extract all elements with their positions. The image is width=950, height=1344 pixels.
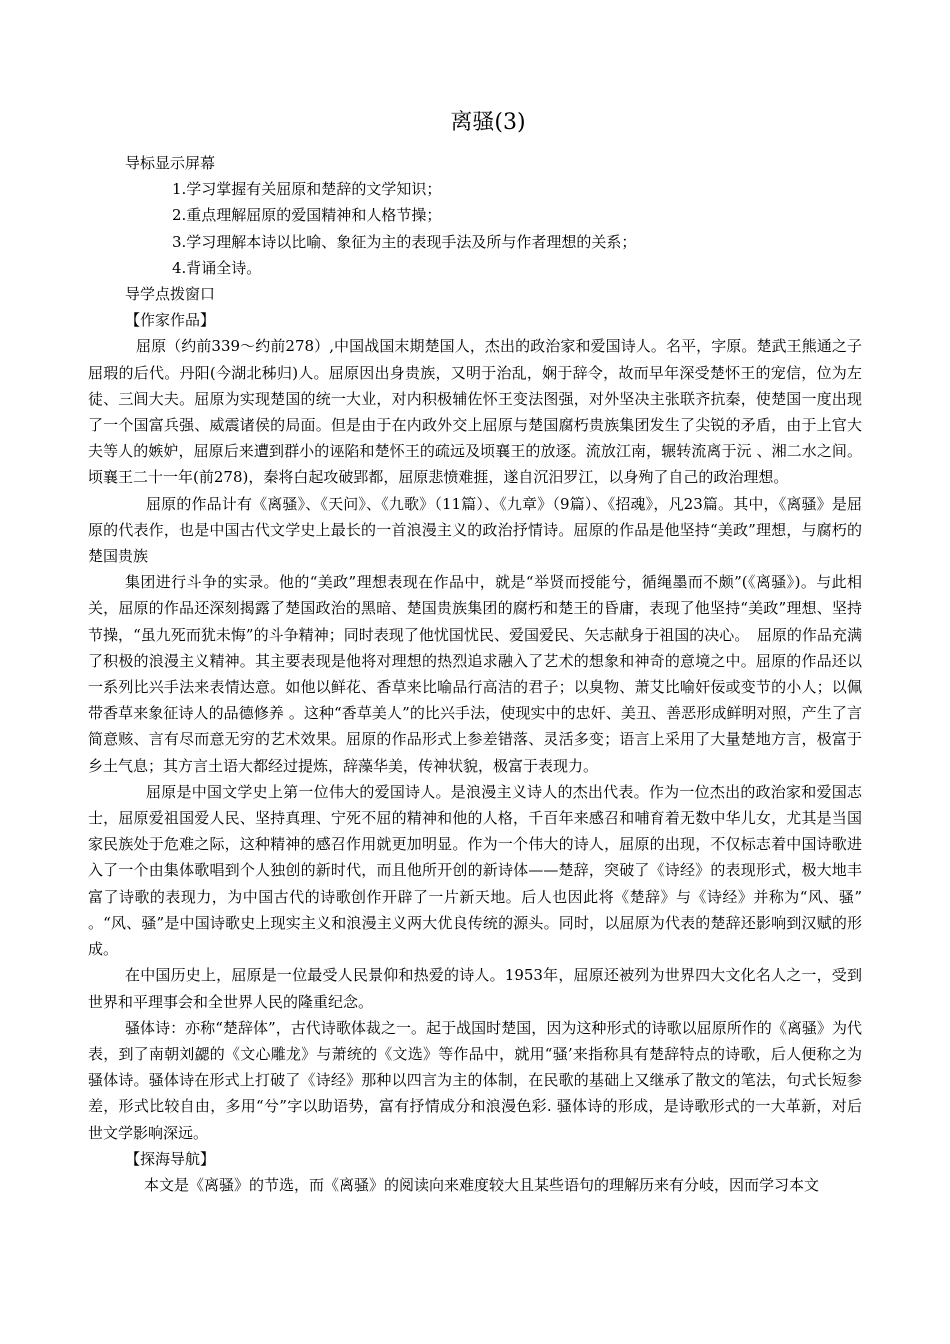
paragraph-works: 屈原的作品计有《离骚》、《天问》、《九歌》（11篇）、《九章》（9篇）、《招魂》，凡23篇。其中，《离骚》是屈原的代表作，也是中国古代文学史上最长的一首浪漫主义的政治抒情诗。屈原的作品是他坚持“美政”理想，与腐朽的楚国贵族: [88, 494, 862, 566]
paragraph-legacy: 屈原是中国文学史上第一位伟大的爱国诗人。是浪漫主义诗人的杰出代表。作为一位杰出的政治家和爱国志士，屈原爱祖国爱人民、坚持真理、宁死不屈的精神和他的人格，千百年来感召和哺育着无数中华儿女，尤其是当国家民族处于危难之际，这种精神的感召作用就更加明显。作为一个伟大的诗人，屈原的出现，不仅标志着中国诗歌进入了一个由集体歌唱到个人独创的新时代，而且他所开创的新诗体——楚辞，突破了《诗经》的表现形式，极大地丰富了诗歌的表现力，为中国古代的诗歌创作开辟了一片新天地。后人也因此将《楚辞》与《诗经》并称为“风、骚” 。“风、骚”是中国诗歌史上现实主义和浪漫主义两大优良传统的源头。同时，以屈原为代表的楚辞还影响到汉赋的形成。: [88, 782, 862, 959]
paragraph-struggle: 集团进行斗争的实录。他的“美政”理想表现在作品中，就是“举贤而授能兮，循绳墨而不颇”(《离骚》)。与此相关，屈原的作品还深刻揭露了楚国政治的黑暗、楚国贵族集团的腐朽和楚王的昏庸，表现了他坚持“美政”理想、坚持节操，“虽九死而犹未悔”的斗争精神；同时表现了他忧国忧民、爱国爱民、矢志献身于祖国的决心。 屈原的作品充满了积极的浪漫主义精神。其主要表现是他将对理想的热烈追求融入了艺术的想象和神奇的意境之中。屈原的作品还以一系列比兴手法来表情达意。如他以鲜花、香草来比喻品行高洁的君子；以臭物、萧艾比喻奸佞或变节的小人；以佩带香草来象征诗人的品德修养 。这种“香草美人”的比兴手法，使现实中的忠奸、美丑、善恶形成鲜明对照，产生了言简意赅、言有尽而意无穷的艺术效果。屈原的作品形式上参差错落、灵活多变；语言上采用了大量楚地方言，极富于乡土气息；其方言土语大都经过提炼，辞藻华美，传神状貌，极富于表现力。: [88, 573, 862, 775]
goal-item: 2.重点理解屈原的爱国精神和人格节操；: [172, 206, 442, 225]
page-title: 离骚(3): [450, 110, 526, 135]
guide-heading: 导学点拨窗口: [125, 285, 216, 304]
author-heading: 【作家作品】: [125, 311, 216, 330]
goal-item: 4.背诵全诗。: [172, 258, 262, 277]
paragraph-intro: 本文是《离骚》的节选，而《离骚》的阅读向来难度较大且某些语句的理解历来有分岐，因而学习本文: [144, 1175, 820, 1194]
document-page: [88, 108, 862, 1198]
goals-heading: 导标显示屏幕: [125, 154, 216, 172]
goal-item: 1.学习掌握有关屈原和楚辞的文学知识；: [172, 180, 442, 199]
paragraph-honor: 在中国历史上，屈原是一位最受人民景仰和热爱的诗人。1953年，屈原还被列为世界四大文化名人之一，受到世界和平理事会和全世界人民的隆重纪念。: [88, 966, 862, 1011]
paragraph-saoti: 骚体诗：亦称“楚辞体”，古代诗歌体裁之一。起于战国时楚国，因为这种形式的诗歌以屈原所作的《离骚》为代表，到了南朝刘勰的《文心雕龙》与萧统的《文选》等作品中，就用“骚’来指称具有楚辞特点的诗歌，后人便称之为骚体诗。骚体诗在形式上打破了《诗经》那种以四言为主的体制，在民歌的基础上又继承了散文的笔法，句式长短参差，形式比较自由，多用“兮”字以助语势，富有抒情成分和浪漫色彩. 骚体诗的形成，是诗歌形式的一大革新，对后世文学影响深远。: [88, 1018, 862, 1142]
goal-item: 3.学习理解本诗以比喻、象征为主的表现手法及所与作者理想的关系；: [172, 232, 637, 251]
paragraph-biography: 屈原（约前339～约前278）,中国战国末期楚国人，杰出的政治家和爱国诗人。名平，字原。楚武王熊通之子屈瑕的后代。丹阳(今湖北秭归)人。屈原因出身贵族，又明于治乱，娴于辞令，故而早年深受楚怀王的宠信，位为左徒、三闾大夫。屈原为实现楚国的统一大业，对内积极辅佐怀王变法图强，对外坚决主张联齐抗秦，使楚国一度出现了一个国富兵强、威震诸侯的局面。但是由于在内政外交上屈原与楚国腐朽贵族集团发生了尖锐的矛盾，由于上官大夫等人的嫉妒，屈原后来遭到群小的诬陷和楚怀王的疏远及顷襄王的放逐。流放江南，辗转流离于沅 、湘二水之间。顷襄王二十一年(前278)，秦将白起攻破郢都，屈原悲愤难捱，遂自沉汨罗江，以身殉了自己的政治理想。: [88, 337, 862, 487]
explore-heading: 【探海导航】: [125, 1149, 216, 1168]
